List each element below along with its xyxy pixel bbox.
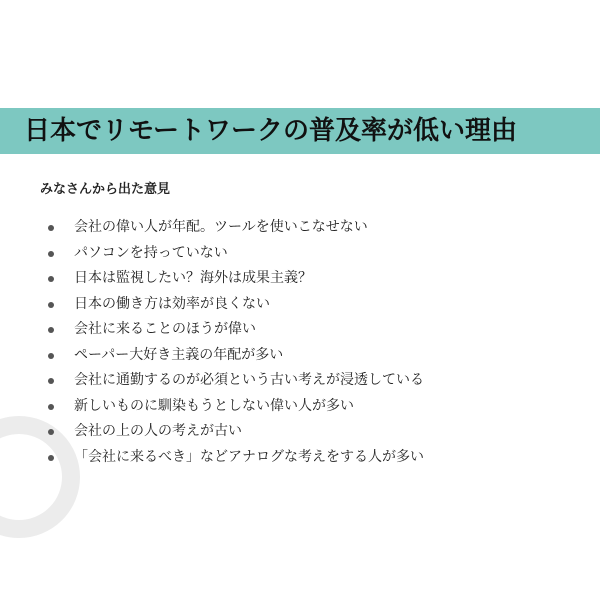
bullet-icon	[48, 251, 54, 257]
bullet-icon	[48, 276, 54, 282]
list-item-text: 「会社に来るべき」などアナログな考えをする人が多い	[74, 448, 424, 465]
bullet-icon	[48, 353, 54, 359]
list-item-text: 会社に来ることのほうが偉い	[74, 321, 256, 337]
list-item	[46, 445, 566, 471]
list-item-text: 新しいものに馴染もうとしない偉い人が多い	[74, 397, 354, 414]
list-item	[46, 343, 566, 369]
list-item	[46, 317, 566, 343]
list-item	[46, 292, 566, 318]
list-item-text: ペーパー大好き主義の年配が多い	[74, 346, 284, 363]
opinion-list	[46, 215, 566, 470]
bullet-icon	[48, 302, 54, 308]
bullet-icon	[48, 455, 54, 461]
list-item	[46, 419, 566, 445]
list-item	[46, 394, 566, 420]
list-item-text: 会社に通勤するのが必須という古い考えが浸透している	[74, 372, 424, 388]
title-band	[0, 108, 600, 154]
list-item	[46, 266, 566, 292]
bullet-icon	[48, 378, 54, 384]
list-item-text: 会社の偉い人が年配。ツールを使いこなせない	[74, 219, 368, 235]
list-item	[46, 368, 566, 394]
bullet-icon	[48, 327, 54, 333]
bullet-icon	[48, 225, 54, 231]
list-item-text: 会社の上の人の考えが古い	[74, 423, 242, 439]
list-item-text: 日本は監視したい？海外は成果主義？	[74, 270, 312, 286]
list-item	[46, 241, 566, 267]
slide-subtitle: みなさんから出た意見	[40, 182, 171, 197]
bullet-icon	[48, 429, 54, 435]
list-item-text: パソコンを持っていない	[74, 244, 228, 261]
slide-title: 日本でリモートワークの普及率が低い理由	[24, 116, 517, 146]
bullet-icon	[48, 404, 54, 410]
list-item-text: 日本の働き方は効率が良くない	[74, 295, 270, 312]
list-item	[46, 215, 566, 241]
